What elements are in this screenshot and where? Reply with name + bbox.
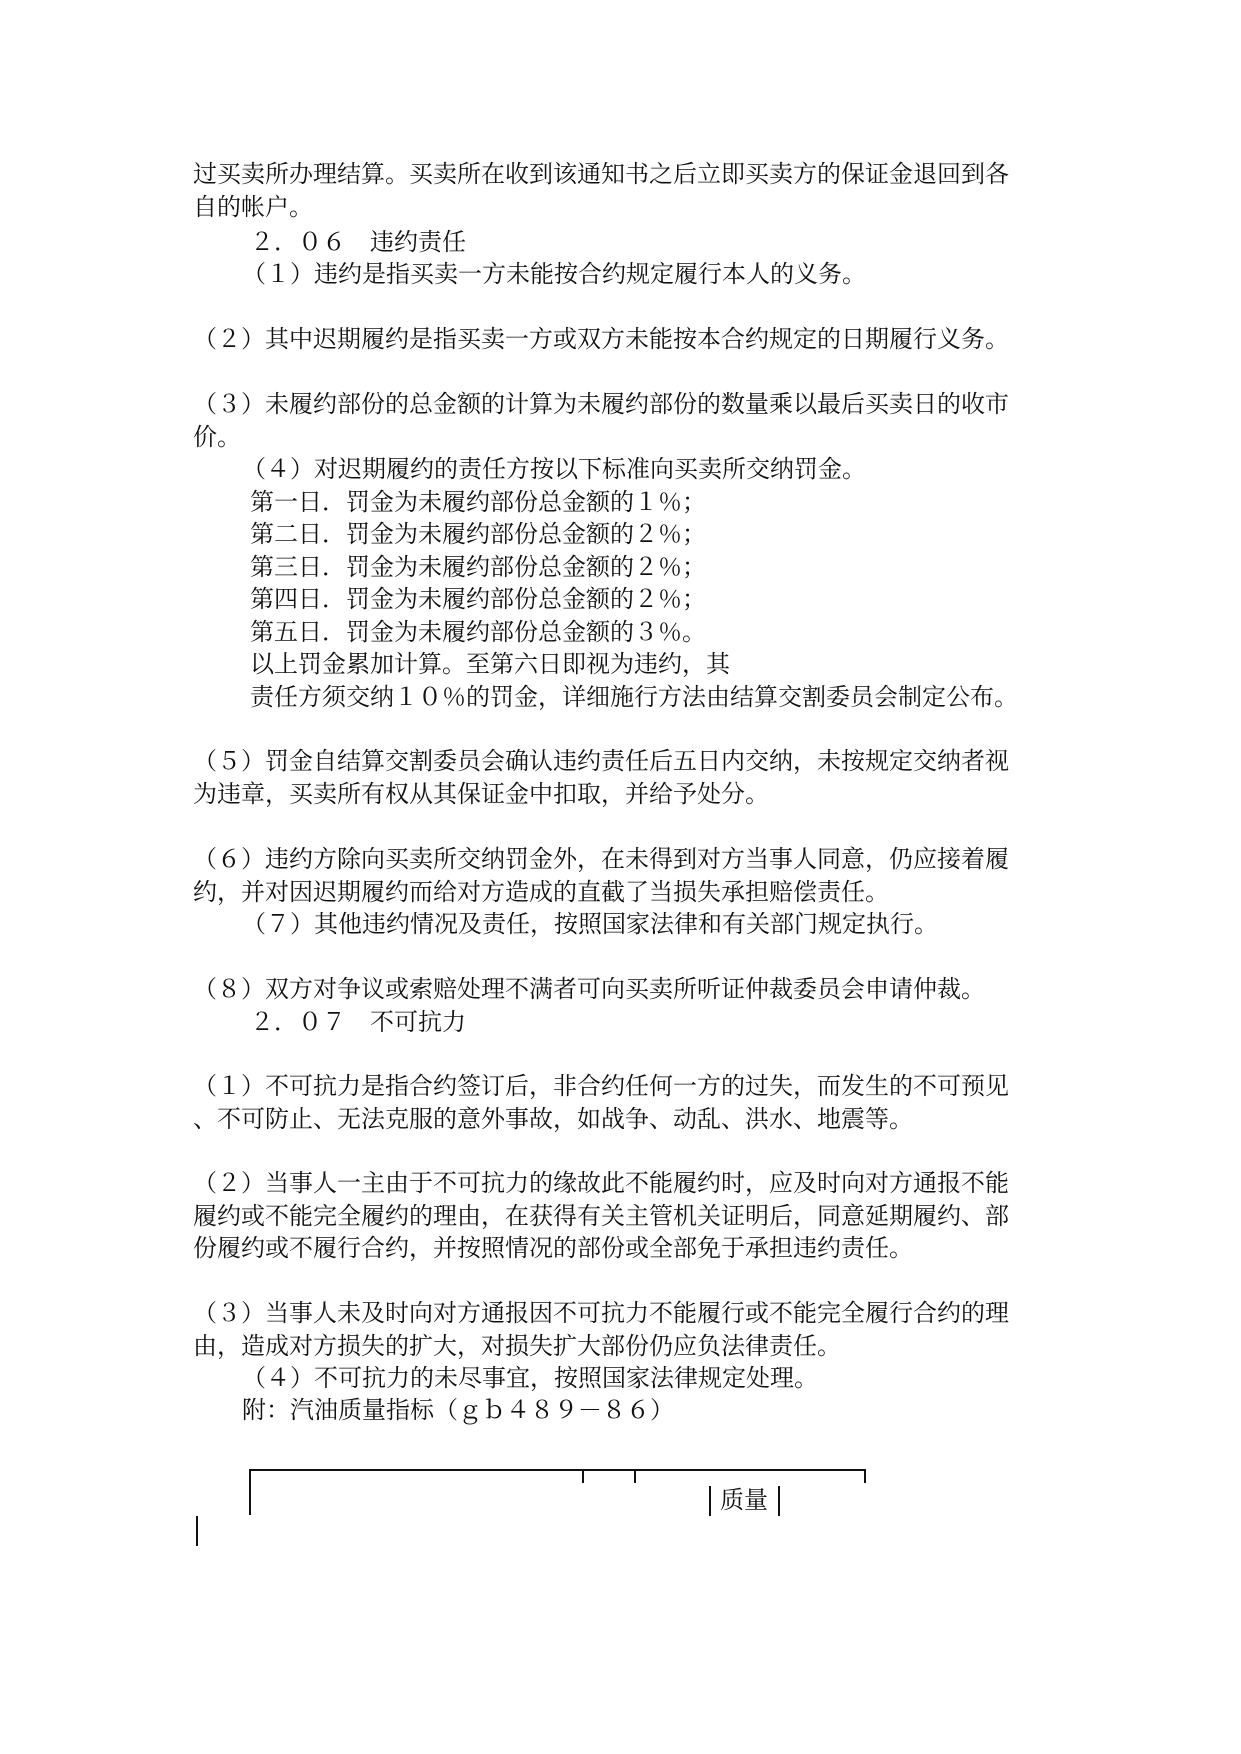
- text-line: 价。: [193, 423, 241, 451]
- text-line: 由，造成对方损失的扩大，对损失扩大部份仍应负法律责任。: [193, 1332, 841, 1360]
- text-line: （１）不可抗力是指合约签订后，非合约任何一方的过失，而发生的不可预见: [193, 1072, 1009, 1100]
- text-line: 第三日．罚金为未履约部份总金额的２％；: [250, 553, 706, 581]
- table-left-border: [249, 1469, 251, 1515]
- text-line: 第二日．罚金为未履约部份总金额的２％；: [250, 520, 706, 548]
- text-line: 第一日．罚金为未履约部份总金额的１％；: [250, 488, 706, 516]
- text-line: 份履约或不履行合约，并按照情况的部份或全部免于承担违约责任。: [193, 1234, 913, 1262]
- text-line: 自的帐户。: [193, 193, 313, 221]
- text-line: 第四日．罚金为未履约部份总金额的２％；: [250, 585, 706, 613]
- text-line: 约，并对因迟期履约而给对方造成的直截了当损失承担赔偿责任。: [193, 878, 889, 906]
- text-line: 附：汽油质量指标（ｇｂ４８９－８６）: [242, 1396, 674, 1424]
- text-line: 责任方须交纳１０％的罚金，详细施行方法由结算交割委员会制定公布。: [250, 683, 1018, 711]
- text-line: （１）违约是指买卖一方未能按合约规定履行本人的义务。: [242, 260, 866, 288]
- text-line: 以上罚金累加计算。至第六日即视为违约，其: [250, 650, 730, 678]
- text-line: 为违章，买卖所有权从其保证金中扣取，并给予处分。: [193, 780, 769, 808]
- text-line: （６）违约方除向买卖所交纳罚金外，在未得到对方当事人同意，仍应接着履: [193, 845, 1009, 873]
- text-line: 履约或不能完全履约的理由，在获得有关主管机关证明后，同意延期履约、部: [193, 1202, 1009, 1230]
- text-line: （３）未履约部份的总金额的计算为未履约部份的数量乘以最后买卖日的收市: [193, 390, 1009, 418]
- section-heading: ２．０６ 违约责任: [250, 228, 466, 256]
- text-line: 过买卖所办理结算。买卖所在收到该通知书之后立即买卖方的保证金退回到各: [193, 160, 1009, 188]
- text-line: （７）其他违约情况及责任，按照国家法律和有关部门规定执行。: [242, 910, 938, 938]
- table-cell-label: 质量: [720, 1486, 768, 1514]
- table-cell-divider: [778, 1486, 780, 1516]
- text-line: （５）罚金自结算交割委员会确认违约责任后五日内交纳，未按规定交纳者视: [193, 747, 1009, 775]
- table-outer-border: [196, 1516, 198, 1546]
- table-right-border: [864, 1469, 866, 1483]
- text-line: （４）不可抗力的未尽事宜，按照国家法律规定处理。: [242, 1364, 818, 1392]
- section-heading: ２．０７ 不可抗力: [250, 1008, 466, 1036]
- text-line: （２）当事人一主由于不可抗力的缘故此不能履约时，应及时向对方通报不能: [193, 1169, 1009, 1197]
- table-top-border: [249, 1469, 866, 1471]
- text-line: 、不可防止、无法克服的意外事故，如战争、动乱、洪水、地震等。: [193, 1105, 913, 1133]
- table-column-divider: [634, 1469, 636, 1483]
- text-line: （３）当事人未及时向对方通报因不可抗力不能履行或不能完全履行合约的理: [193, 1299, 1009, 1327]
- text-line: （８）双方对争议或索赔处理不满者可向买卖所听证仲裁委员会申请仲裁。: [193, 975, 985, 1003]
- table-column-divider: [582, 1469, 584, 1483]
- text-line: （４）对迟期履约的责任方按以下标准向买卖所交纳罚金。: [242, 455, 866, 483]
- text-line: 第五日．罚金为未履约部份总金额的３％。: [250, 618, 706, 646]
- table-cell-divider: [709, 1486, 711, 1516]
- text-line: （２）其中迟期履约是指买卖一方或双方未能按本合约规定的日期履行义务。: [193, 325, 1009, 353]
